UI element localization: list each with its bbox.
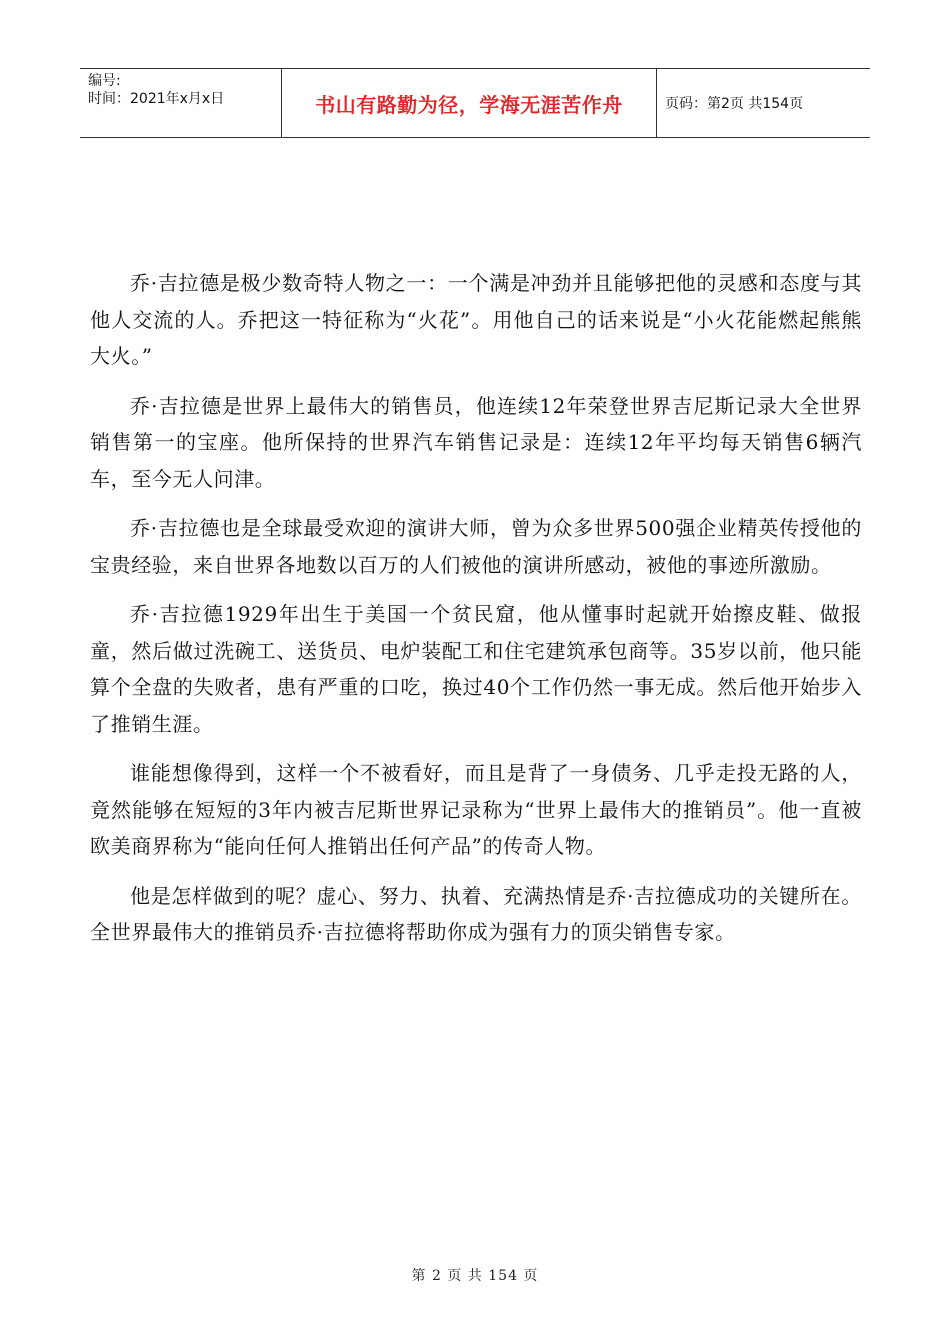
paragraph-3: 乔·吉拉德也是全球最受欢迎的演讲大师，曾为众多世界500强企业精英传授他的宝贵经验，来自世界各地数以百万的人们被他的演讲所感动，被他的事迹所激励。 xyxy=(90,516,862,577)
page-header xyxy=(80,68,870,138)
document-body xyxy=(90,265,862,964)
paragraph-4: 乔·吉拉德1929年出生于美国一个贫民窟，他从懂事时起就开始擦皮鞋、做报童，然后做过洗碗工、送货员、电炉装配工和住宅建筑承包商等。35岁以前，他只能算个全盘的失败者，患有严重的口吃，换过40个工作仍然一事无成。然后他开始步入了推销生涯。 xyxy=(90,602,862,736)
header-motto: 书山有路勤为径，学海无涯苦作舟 xyxy=(282,69,657,137)
header-meta xyxy=(80,69,282,137)
paragraph-6: 他是怎样做到的呢？虚心、努力、执着、充满热情是乔·吉拉德成功的关键所在。全世界最伟大的推销员乔·吉拉德将帮助你成为强有力的顶尖销售专家。 xyxy=(90,883,862,944)
paragraph-1: 乔·吉拉德是极少数奇特人物之一：一个满是冲劲并且能够把他的灵感和态度与其他人交流的人。乔把这一特征称为“火花”。用他自己的话来说是“小火花能燃起熊熊大火。” xyxy=(90,271,862,368)
header-page-info: 页码：第2页 共154页 xyxy=(665,96,804,112)
document-number-label: 编号: xyxy=(88,73,121,89)
paragraph-5: 谁能想像得到，这样一个不被看好，而且是背了一身债务、几乎走投无路的人，竟然能够在短短的3年内被吉尼斯世界记录称为“世界上最伟大的推销员”。他一直被欧美商界称为“能向任何人推销出任何产品”的传奇人物。 xyxy=(90,761,862,858)
page-footer: 第 2 页 共 154 页 xyxy=(411,1268,539,1284)
document-time-label: 时间：2021年x月x日 xyxy=(88,91,225,107)
paragraph-2: 乔·吉拉德是世界上最伟大的销售员，他连续12年荣登世界吉尼斯记录大全世界销售第一的宝座。他所保持的世界汽车销售记录是：连续12年平均每天销售6辆汽车，至今无人问津。 xyxy=(90,393,862,491)
